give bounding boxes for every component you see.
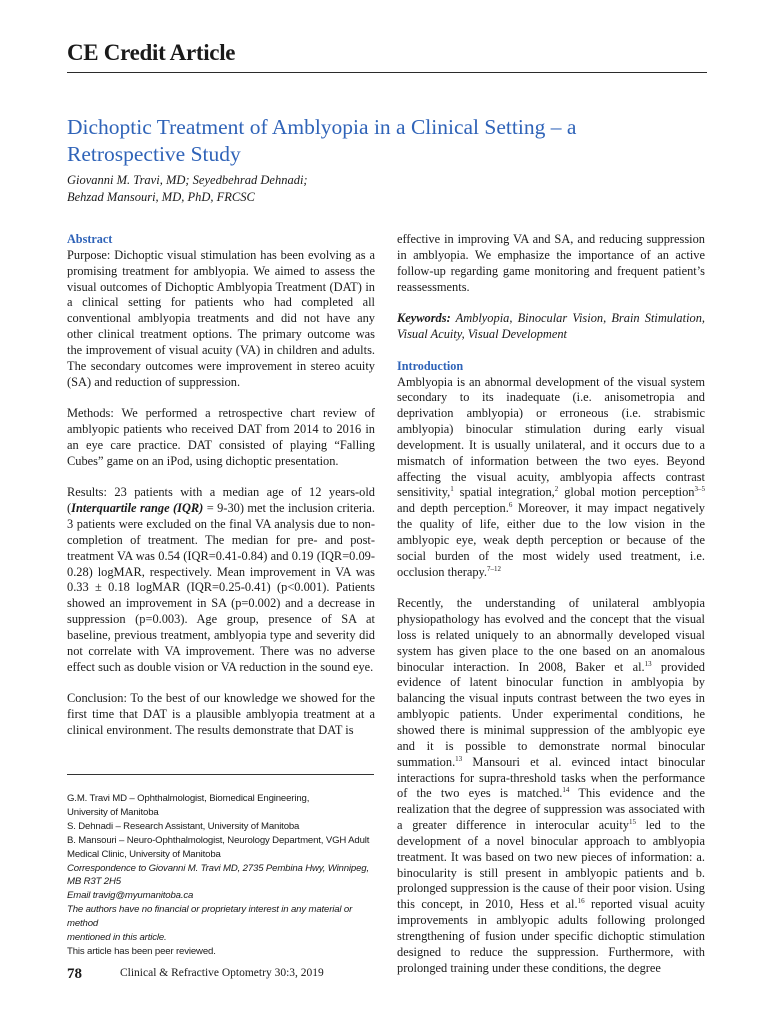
journal-citation: Clinical & Refractive Optometry 30:3, 2019 <box>120 967 324 979</box>
intro-p1-text: Moreover, it may impact negatively the quality of life, either due to the low vision in the amblyopic eye, weak depth perception or because of the social burden of the most widely used treatment, i.e. occlusion therapy. <box>397 501 705 579</box>
citation: 15 <box>628 817 636 826</box>
correspondence-line: Correspondence to Giovanni M. Travi MD, 2735 Pembina Hwy, Winnipeg, <box>67 862 369 874</box>
footnote-line: University of Manitoba <box>67 806 159 818</box>
footnote-line: B. Mansouri – Neuro-Ophthalmologist, Neurology Department, VGH Adult <box>67 834 370 846</box>
intro-p1-text: global motion perception <box>558 485 695 500</box>
citation: 13 <box>644 659 652 668</box>
right-column <box>397 232 705 992</box>
intro-p1-text: and depth perception. <box>397 501 509 516</box>
introduction-paragraph-2 <box>397 596 705 976</box>
citation: 16 <box>577 897 585 906</box>
intro-p2-text: Mansouri et al. evinced intact binocular interactions for supra-threshold tasks when the performance of the two eyes is matched. <box>397 754 705 801</box>
peer-review-note: This article has been peer reviewed. <box>67 945 216 957</box>
disclosure-line: mentioned in this article. <box>67 932 167 944</box>
intro-p2-text: provided evidence of latent binocular function in amblyopia by balancing the visual inputs contrast between the two eyes in amblyopic patients. Under experimental conditions, he showed there is minimal suppression of the amblyopic eye and it is possible to demonstrate normal binocular summation. <box>397 659 705 769</box>
author-footnotes <box>67 792 379 959</box>
disclosure-line: The authors have no financial or proprietary interest in any material or method <box>67 904 353 930</box>
email-line: Email travig@myumanitoba.ca <box>67 890 194 902</box>
abstract-conclusion-end: effective in improving VA and SA, and reducing suppression in amblyopia. We emphasize the importance of an active follow-up regarding game monitoring and frequent patient’s reassessments. <box>397 232 705 294</box>
citation: 14 <box>562 786 570 795</box>
keywords-text: Amblyopia, Binocular Vision, Brain Stimulation, Visual Acuity, Visual Development <box>397 311 705 342</box>
citation: 13 <box>455 754 463 763</box>
citation: 3–5 <box>694 485 705 494</box>
citation: 2 <box>554 485 559 494</box>
author-list <box>67 172 687 206</box>
article-title: Dichoptic Treatment of Amblyopia in a Clinical Setting – a Retrospective Study <box>67 115 577 166</box>
authors-line-1: Giovanni M. Travi, MD; Seyedbehrad Dehnadi; <box>67 173 308 187</box>
introduction-paragraph-1 <box>397 375 705 581</box>
authors-line-2: Behzad Mansouri, MD, PhD, FRCSC <box>67 190 255 204</box>
citation: 6 <box>508 501 513 510</box>
abstract-results <box>67 485 375 675</box>
intro-p1-text: spatial integration, <box>453 485 555 500</box>
keywords-label: Keywords: <box>397 311 451 326</box>
abstract-methods: Methods: We performed a retrospective chart review of amblyopic patients who received DAT from 2014 to 2016 in an eye care practice. DAT consisted of playing “Falling Cubes” game on an iPod, using dichoptic presentation. <box>67 406 375 468</box>
results-text: = 9-30) met the inclusion criteria. 3 patients were excluded on the final VA analysis due to non-completion of treatment. The median for pre- and post-treatment VA was 0.54 (IQR=0.41-0.84) and 0.19 (IQR=0.09-0.28) logMAR, respectively. Mean improvement in VA was 0.33 ± 0.18 logMAR (IQR=0.25-0.41) (p<0.001). Patients showed an improvement in SA (p=0.002) and a decrease in suppression (p=0.003). Age group, presence of SA at baseline, previous treatment, amblyopia type and severity did not correlate with VA improvement. There was no adverse effect such as double vision or VA reduction in the sound eye. <box>67 501 375 674</box>
citation: 1 <box>450 485 454 494</box>
results-prefix: Results: 23 patients with a median age of 12 years-old ( <box>67 485 375 516</box>
keywords <box>397 311 705 343</box>
abstract-heading: Abstract <box>67 232 113 246</box>
abstract-conclusion-start: Conclusion: To the best of our knowledge we showed for the first time that DAT is a plausible amblyopia treatment at a clinical environment. The results demonstrate that DAT is <box>67 691 375 738</box>
intro-p2-text: led to the development of a novel binocular approach to amblyopia treatment. It was based on two new pieces of information: a. binocularity is still present in amblyopic patients and b. prolonged suppression is the cause of their poor vision. Using this concept, in 2010, Hess et al. <box>397 818 705 912</box>
footnote-line: S. Dehnadi – Research Assistant, University of Manitoba <box>67 820 300 832</box>
results-iqr-term: Interquartile range (IQR) <box>71 501 204 516</box>
page-number: 78 <box>67 966 82 982</box>
intro-p2-text: This evidence and the realization that the degree of suppression was associated with a greater difference in interocular acuity <box>397 786 705 833</box>
abstract-purpose: Purpose: Dichoptic visual stimulation has been evolving as a promising treatment for amblyopia. We aimed to assess the visual outcomes of Dichoptic Amblyopia Treatment (DAT) in a clinical setting for patients who had completed all conventional amblyopia treatments and did not have any other clinical treatment options. The primary outcome was the improvement of visual acuity (VA) in children and adults. The secondary outcomes were improvement in stereo acuity (SA) and reduction of suppression. <box>67 247 375 389</box>
footnote-line: G.M. Travi MD – Ophthalmologist, Biomedical Engineering, <box>67 793 310 804</box>
introduction-heading: Introduction <box>397 358 464 373</box>
header-divider <box>67 72 707 73</box>
intro-p1-text: Amblyopia is an abnormal development of the visual system secondary to its inadequate (i.e. anisometropia and deprivation amblyopia) or erroneous (i.e. strabismic amblyopia) binocular stimulation during early visual development. It is usually unilateral, and it occurs due to a mismatch of information between the two eyes. Beyond affecting the visual acuity, amblyopia affects contrast sensitivity, <box>397 374 705 500</box>
footnote-divider <box>67 774 374 775</box>
footnote-line: Medical Clinic, University of Manitoba <box>67 848 221 860</box>
section-label: CE Credit Article <box>67 40 236 65</box>
correspondence-line: MB R3T 2H5 <box>67 876 121 888</box>
citation: 7–12 <box>487 564 502 573</box>
left-column <box>67 232 375 755</box>
intro-p2-text: Recently, the understanding of unilateral amblyopia physiopathology has evolved and the concept that the visual loss is related uniquely to an abnormally developed visual system has given place to the one based on an anomalous binocular interaction. In 2008, Baker et al. <box>397 596 705 674</box>
intro-p2-text: reported visual acuity improvements in amblyopic adults following prolonged strengthening of fusion under specific dichoptic stimulation designed to reduce the suppression. Furthermore, with prolonged training under these conditions, the degree <box>397 897 705 975</box>
